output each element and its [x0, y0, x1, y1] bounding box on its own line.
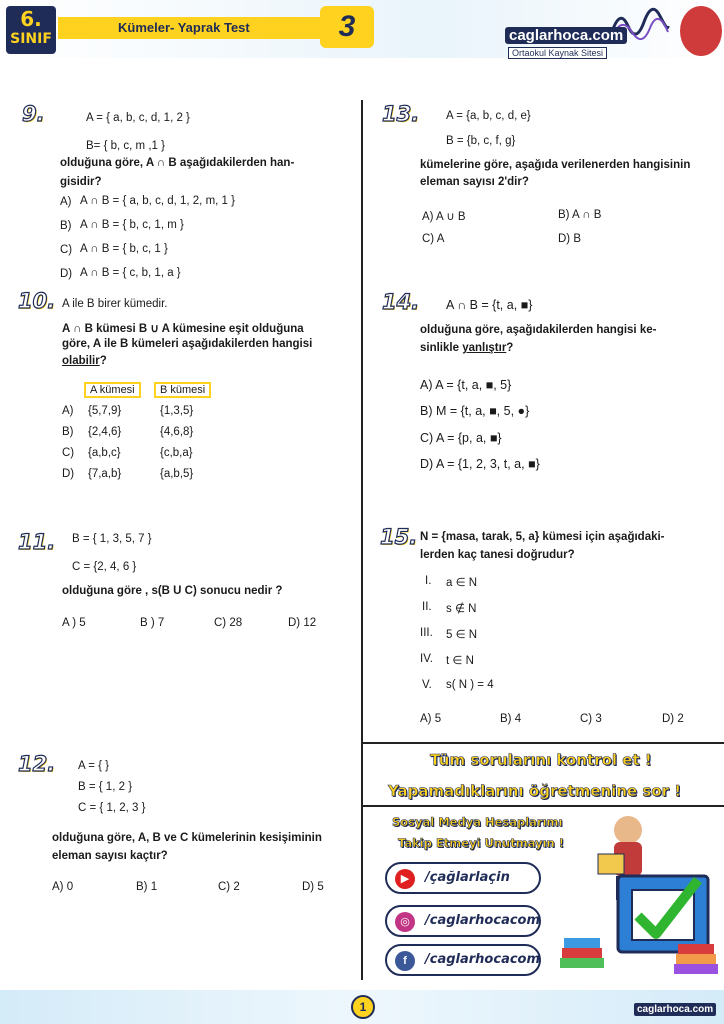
set-c-definition: C = {2, 4, 6 }: [72, 561, 137, 573]
option-label: A): [62, 405, 74, 417]
option-d[interactable]: A ∩ B = { c, b, 1, a }: [80, 267, 181, 279]
question-stem: [62, 355, 107, 367]
option-b-set-b[interactable]: {4,6,8}: [160, 426, 194, 438]
footer-site: caglarhoca.com: [634, 1003, 716, 1016]
question-stem: kümelerine göre, aşağıda verilenerden hangisinin: [420, 159, 691, 171]
statement: a ∈ N: [446, 577, 478, 589]
roman-numeral: V.: [422, 679, 432, 691]
set-a-definition: A = { a, b, c, d, 1, 2 }: [86, 112, 190, 124]
question-number-15: 15.: [380, 525, 418, 549]
grade-number: 6.: [20, 7, 42, 31]
column-divider: [361, 100, 363, 980]
question-stem: gisidir?: [60, 176, 102, 188]
site-tagline: Ortaokul Kaynak Sitesi: [508, 47, 607, 59]
question-number-14: 14.: [382, 290, 420, 314]
question-stem: olduğuna göre , s(B U C) sonucu nedir ?: [62, 585, 283, 597]
question-stem: lerden kaç tanesi doğrudur?: [420, 549, 575, 561]
option-b[interactable]: B) M = {t, a, ■, 5, ●}: [420, 404, 530, 418]
question-stem: A ∩ B kümesi B ∪ A kümesine eşit olduğuna: [62, 323, 304, 335]
test-number: 3: [320, 6, 374, 48]
youtube-handle: /çağlarlaçin: [425, 870, 510, 885]
option-d[interactable]: D) 12: [288, 617, 317, 629]
stem-text: sinlikle: [420, 342, 463, 354]
youtube-link[interactable]: [385, 862, 541, 894]
roman-numeral: III.: [420, 627, 433, 639]
option-label: C): [62, 447, 75, 459]
instagram-link[interactable]: [385, 905, 541, 937]
option-a-set-a[interactable]: {5,7,9}: [88, 405, 122, 417]
grade-label: SINIF: [10, 31, 52, 47]
statement: t ∈ N: [446, 655, 474, 667]
roman-numeral: II.: [422, 601, 432, 613]
question-number-10: 10.: [18, 289, 56, 313]
question-number-11: 11.: [18, 530, 56, 554]
option-c[interactable]: A ∩ B = { b, c, 1 }: [80, 243, 168, 255]
option-label: A): [60, 196, 72, 208]
option-b[interactable]: A ∩ B = { b, c, 1, m }: [80, 219, 184, 231]
question-number-12: 12.: [18, 752, 56, 776]
option-c-set-b[interactable]: {c,b,a}: [160, 447, 193, 459]
option-d[interactable]: D) 5: [302, 881, 324, 893]
option-label: D): [62, 468, 75, 480]
question-stem: eleman sayısı 2'dir?: [420, 176, 529, 188]
question-mark: ?: [99, 355, 107, 367]
given-intersection: A ∩ B = {t, a, ■}: [446, 298, 533, 312]
option-b[interactable]: B) 1: [136, 881, 158, 893]
question-stem: olduğuna göre, A ∩ B aşağıdakilerden han-: [60, 157, 295, 169]
option-b[interactable]: B) 4: [500, 713, 522, 725]
set-a-definition: A = { }: [78, 760, 110, 772]
emphasis-text: olabilir: [62, 355, 100, 367]
option-label: B): [60, 220, 72, 232]
question-stem: olduğuna göre, aşağıdakilerden hangisi ke-: [420, 324, 657, 336]
statement: 5 ∈ N: [446, 629, 478, 641]
roman-numeral: IV.: [420, 653, 434, 665]
section-divider: [363, 805, 724, 807]
option-d[interactable]: D) B: [558, 233, 581, 245]
column-header-a: A kümesi: [84, 382, 141, 398]
option-b[interactable]: B ) 7: [140, 617, 165, 629]
facebook-handle: /caglarhocacom: [425, 952, 541, 967]
option-a[interactable]: A ∩ B = { a, b, c, d, 1, 2, m, 1 }: [80, 195, 235, 207]
option-a[interactable]: A) A ∪ B: [422, 211, 466, 223]
question-stem: N = {masa, tarak, 5, a} kümesi için aşağıdaki-: [420, 531, 665, 543]
option-label: B): [62, 426, 74, 438]
section-divider: [363, 742, 724, 744]
topic-title: Kümeler- Yaprak Test: [118, 20, 250, 35]
set-b-definition: B = { 1, 3, 5, 7 }: [72, 533, 152, 545]
question-intro: A ile B birer kümedir.: [62, 298, 168, 310]
teacher-illustration-icon: [558, 808, 722, 986]
instagram-icon: ◎: [395, 912, 415, 932]
page-number: 1: [351, 995, 375, 1019]
statement: s( N ) = 4: [446, 679, 494, 691]
instagram-handle: /caglarhocacom: [425, 913, 541, 928]
question-mark: ?: [506, 342, 514, 354]
question-number-13: 13.: [382, 102, 420, 126]
youtube-icon: ▶: [395, 869, 415, 889]
set-b-definition: B = {b, c, f, g}: [446, 135, 516, 147]
option-c[interactable]: C) 3: [580, 713, 602, 725]
option-c[interactable]: C) A: [422, 233, 445, 245]
question-stem: eleman sayısı kaçtır?: [52, 850, 168, 862]
check-answers-banner: Tüm sorularını kontrol et !: [430, 751, 652, 769]
option-a-set-b[interactable]: {1,3,5}: [160, 405, 194, 417]
option-a[interactable]: A) 0: [52, 881, 74, 893]
set-c-definition: C = { 1, 2, 3 }: [78, 802, 146, 814]
option-d[interactable]: D) 2: [662, 713, 684, 725]
option-a[interactable]: A) A = {t, a, ■, 5}: [420, 378, 512, 392]
social-title: Takip Etmeyi Unutmayın !: [398, 836, 564, 850]
ask-teacher-banner: Yapamadıklarını öğretmenine sor !: [388, 782, 682, 800]
option-c[interactable]: C) A = {p, a, ■}: [420, 431, 502, 445]
option-c[interactable]: C) 28: [214, 617, 243, 629]
set-a-definition: A = {a, b, c, d, e}: [446, 110, 531, 122]
option-c[interactable]: C) 2: [218, 881, 240, 893]
grade-badge: [6, 6, 56, 54]
facebook-icon: f: [395, 951, 415, 971]
roman-numeral: I.: [425, 575, 432, 587]
option-d-set-a[interactable]: {7,a,b}: [88, 468, 122, 480]
option-b[interactable]: B) A ∩ B: [558, 209, 602, 221]
option-d-set-b[interactable]: {a,b,5}: [160, 468, 194, 480]
column-header-b: B kümesi: [154, 382, 211, 398]
mascot-avatar: [680, 6, 722, 56]
statement: s ∉ N: [446, 603, 477, 615]
emphasis-text: yanlıştır: [462, 342, 507, 354]
question-stem: [420, 342, 513, 354]
option-b-set-a[interactable]: {2,4,6}: [88, 426, 122, 438]
option-d[interactable]: D) A = {1, 2, 3, t, a, ■}: [420, 457, 540, 471]
question-stem: olduğuna göre, A, B ve C kümelerinin kesişiminin: [52, 832, 322, 844]
option-label: C): [60, 244, 73, 256]
brand-logo: caglarhoca.com: [505, 27, 627, 44]
option-a[interactable]: A) 5: [420, 713, 442, 725]
social-title: Sosyal Medya Hesaplarımı: [392, 815, 563, 829]
option-c-set-a[interactable]: {a,b,c}: [88, 447, 121, 459]
question-stem: göre, A ile B kümeleri aşağıdakilerden hangisi: [62, 338, 313, 350]
set-b-definition: B = { 1, 2 }: [78, 781, 133, 793]
option-label: D): [60, 268, 73, 280]
facebook-link[interactable]: [385, 944, 541, 976]
option-a[interactable]: A ) 5: [62, 617, 86, 629]
set-b-definition: B= { b, c, m ,1 }: [86, 140, 165, 152]
question-number-9: 9.: [22, 102, 45, 126]
